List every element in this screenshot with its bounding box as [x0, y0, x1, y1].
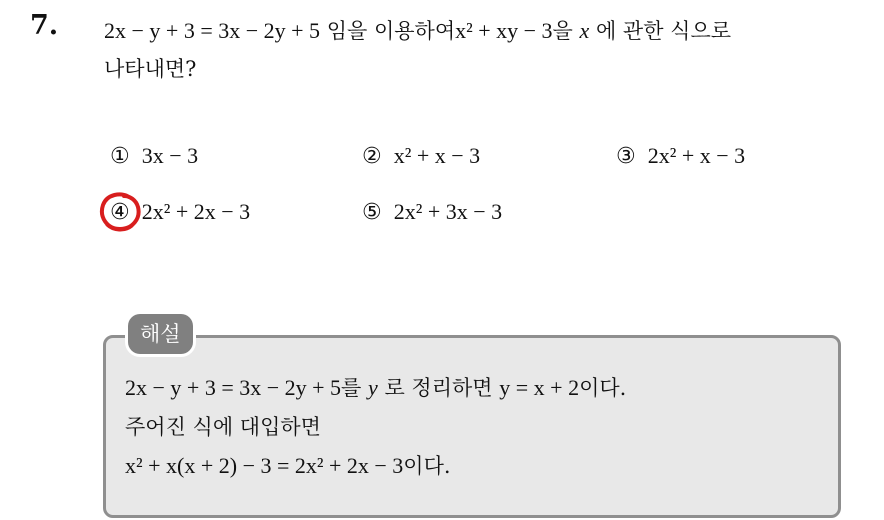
question-number: 7.	[30, 10, 59, 41]
choice-expression: 2x² + x − 3	[647, 143, 746, 168]
question-line-2: 나타내면?	[104, 57, 197, 81]
solution-result: y = x + 2	[499, 375, 580, 400]
choice-3[interactable]	[616, 143, 745, 169]
choice-expression: 3x − 3	[141, 143, 199, 168]
question-text-part: 에 관한 식으로	[589, 19, 732, 43]
choice-1[interactable]	[110, 143, 198, 169]
choice-number: ①	[110, 144, 130, 169]
question-equation: 2x − y + 3 = 3x − 2y + 5	[104, 18, 321, 43]
choice-5[interactable]	[362, 199, 502, 225]
choice-expression: x² + x − 3	[393, 143, 481, 168]
question-text-part: 임을 이용하여	[320, 19, 456, 43]
solution-tab-label: 해설	[128, 314, 193, 354]
choice-number: ③	[616, 144, 636, 169]
choice-2[interactable]	[362, 143, 480, 169]
answer-circle-mark	[99, 191, 143, 233]
solution-text-part: 를	[341, 376, 369, 400]
solution-text-part: 로 정리하면	[377, 376, 500, 400]
solution-line-1	[125, 372, 626, 402]
choice-expression: 2x² + 2x − 3	[141, 199, 251, 224]
solution-line-3	[125, 450, 451, 480]
solution-line-2: 주어진 식에 대입하면	[125, 415, 321, 439]
choice-number: ⑤	[362, 200, 382, 225]
solution-final-equation: x² + x(x + 2) − 3 = 2x² + 2x − 3	[125, 453, 404, 478]
question-text-part: 을	[552, 19, 580, 43]
solution-variable: y	[368, 375, 378, 400]
choice-number: ②	[362, 144, 382, 169]
solution-equation: 2x − y + 3 = 3x − 2y + 5	[125, 375, 342, 400]
question-line-1	[104, 12, 874, 50]
solution-text-part: 이다.	[403, 454, 451, 478]
question-text	[104, 12, 874, 88]
choice-expression: 2x² + 3x − 3	[393, 199, 503, 224]
question-expression: x² + xy − 3	[455, 18, 553, 43]
solution-text-part: 이다.	[579, 376, 627, 400]
choice-number: ④	[110, 200, 130, 225]
question-variable: x	[579, 18, 590, 43]
